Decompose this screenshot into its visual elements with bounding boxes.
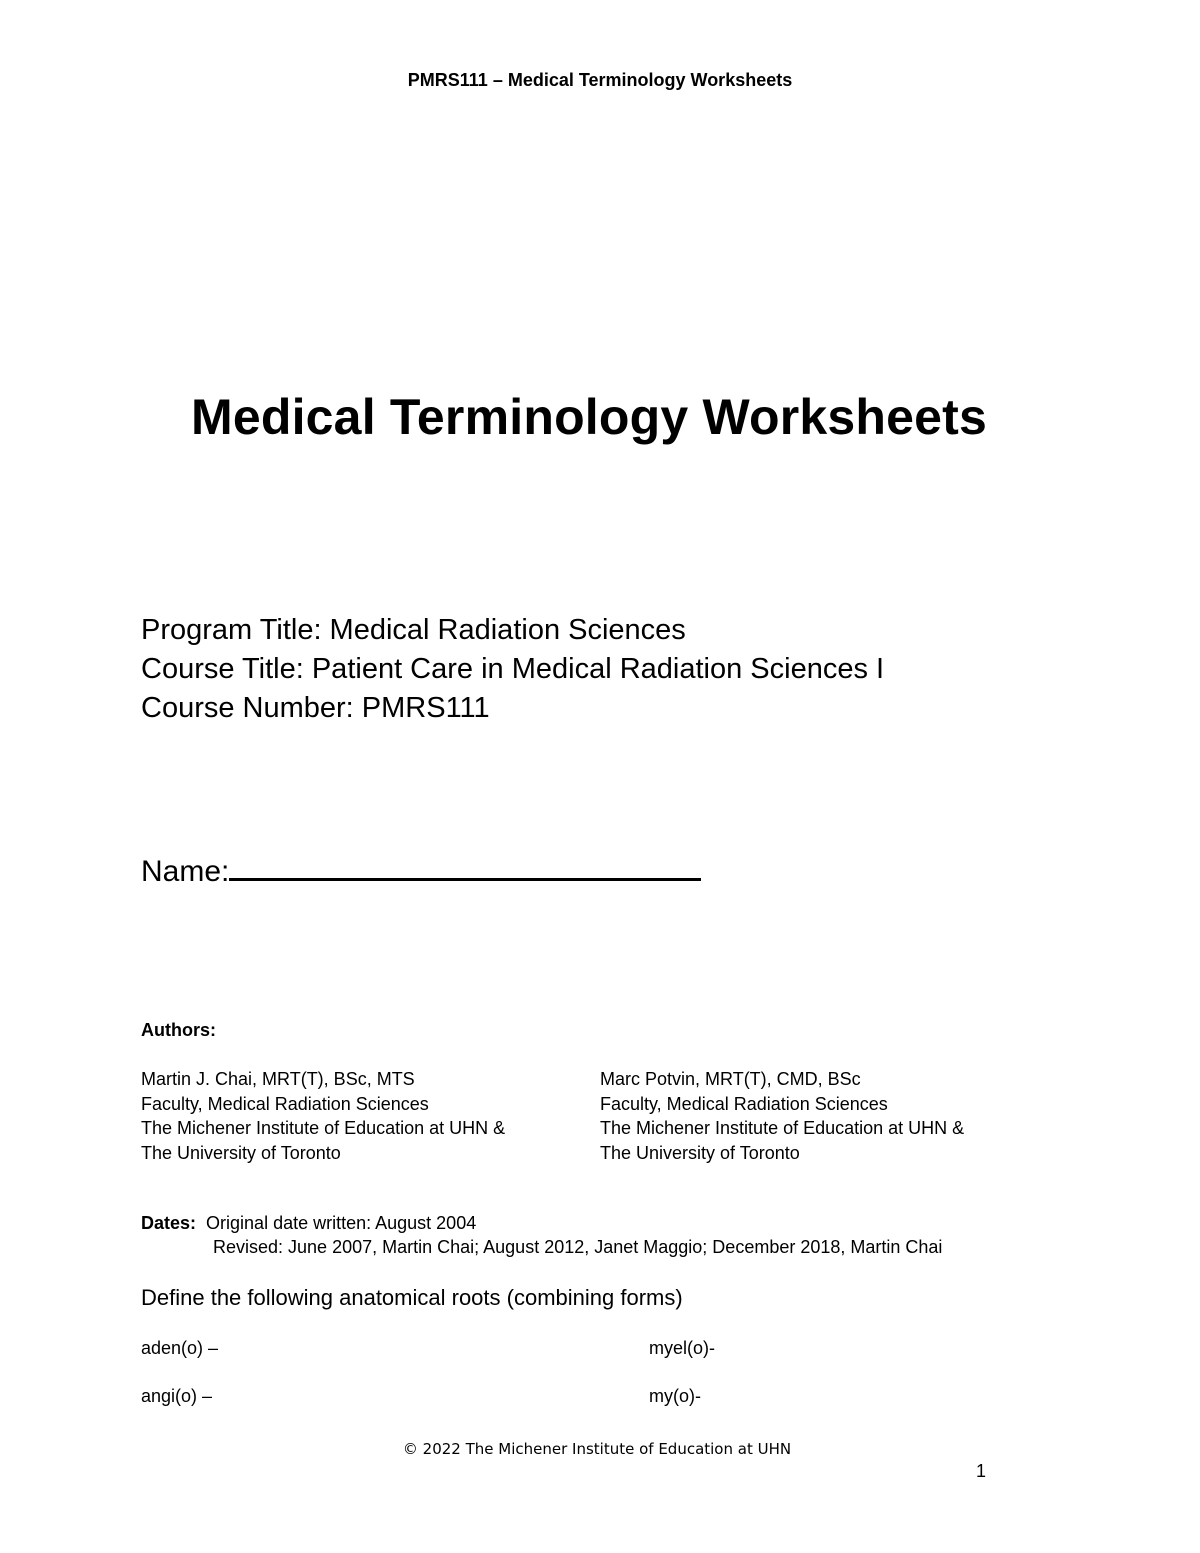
author-university: The University of Toronto	[141, 1142, 341, 1163]
author-card	[600, 1067, 964, 1165]
author-role: Faculty, Medical Radiation Sciences	[600, 1093, 888, 1114]
footer-copyright: © 2022 The Michener Institute of Education at UHN	[402, 1440, 792, 1458]
dates-section	[141, 1211, 942, 1259]
term-item: myel(o)-	[649, 1338, 715, 1358]
term-item: my(o)-	[649, 1386, 701, 1406]
term-item: angi(o) –	[141, 1386, 213, 1406]
authors-heading: Authors:	[141, 1020, 216, 1040]
revision-history: Revised: June 2007, Martin Chai; August 2012, Janet Maggio; December 2018, Martin Chai	[213, 1237, 943, 1257]
author-institution: The Michener Institute of Education at UHN &	[141, 1118, 506, 1138]
original-date: Original date written: August 2004	[206, 1213, 477, 1233]
name-label: Name:	[141, 855, 230, 888]
running-header: PMRS111 – Medical Terminology Worksheets	[407, 70, 793, 90]
dates-label: Dates:	[141, 1213, 197, 1233]
author-name: Marc Potvin, MRT(T), CMD, BSc	[600, 1069, 861, 1089]
author-university: The University of Toronto	[600, 1142, 800, 1163]
term-item: aden(o) –	[141, 1338, 219, 1358]
program-title: Program Title: Medical Radiation Sciences	[141, 614, 686, 646]
author-name: Martin J. Chai, MRT(T), BSc, MTS	[141, 1069, 415, 1089]
page-number: 1	[976, 1461, 987, 1481]
author-card	[141, 1067, 505, 1165]
name-field	[141, 850, 701, 889]
document-title: Medical Terminology Worksheets	[190, 389, 987, 445]
course-number: Course Number: PMRS111	[141, 692, 490, 724]
exercise-instructions: Define the following anatomical roots (combining forms)	[141, 1285, 683, 1310]
author-role: Faculty, Medical Radiation Sciences	[141, 1093, 429, 1114]
course-title: Course Title: Patient Care in Medical Radiation Sciences I	[141, 653, 885, 685]
author-institution: The Michener Institute of Education at UHN &	[600, 1118, 965, 1138]
name-blank-line	[229, 850, 701, 881]
